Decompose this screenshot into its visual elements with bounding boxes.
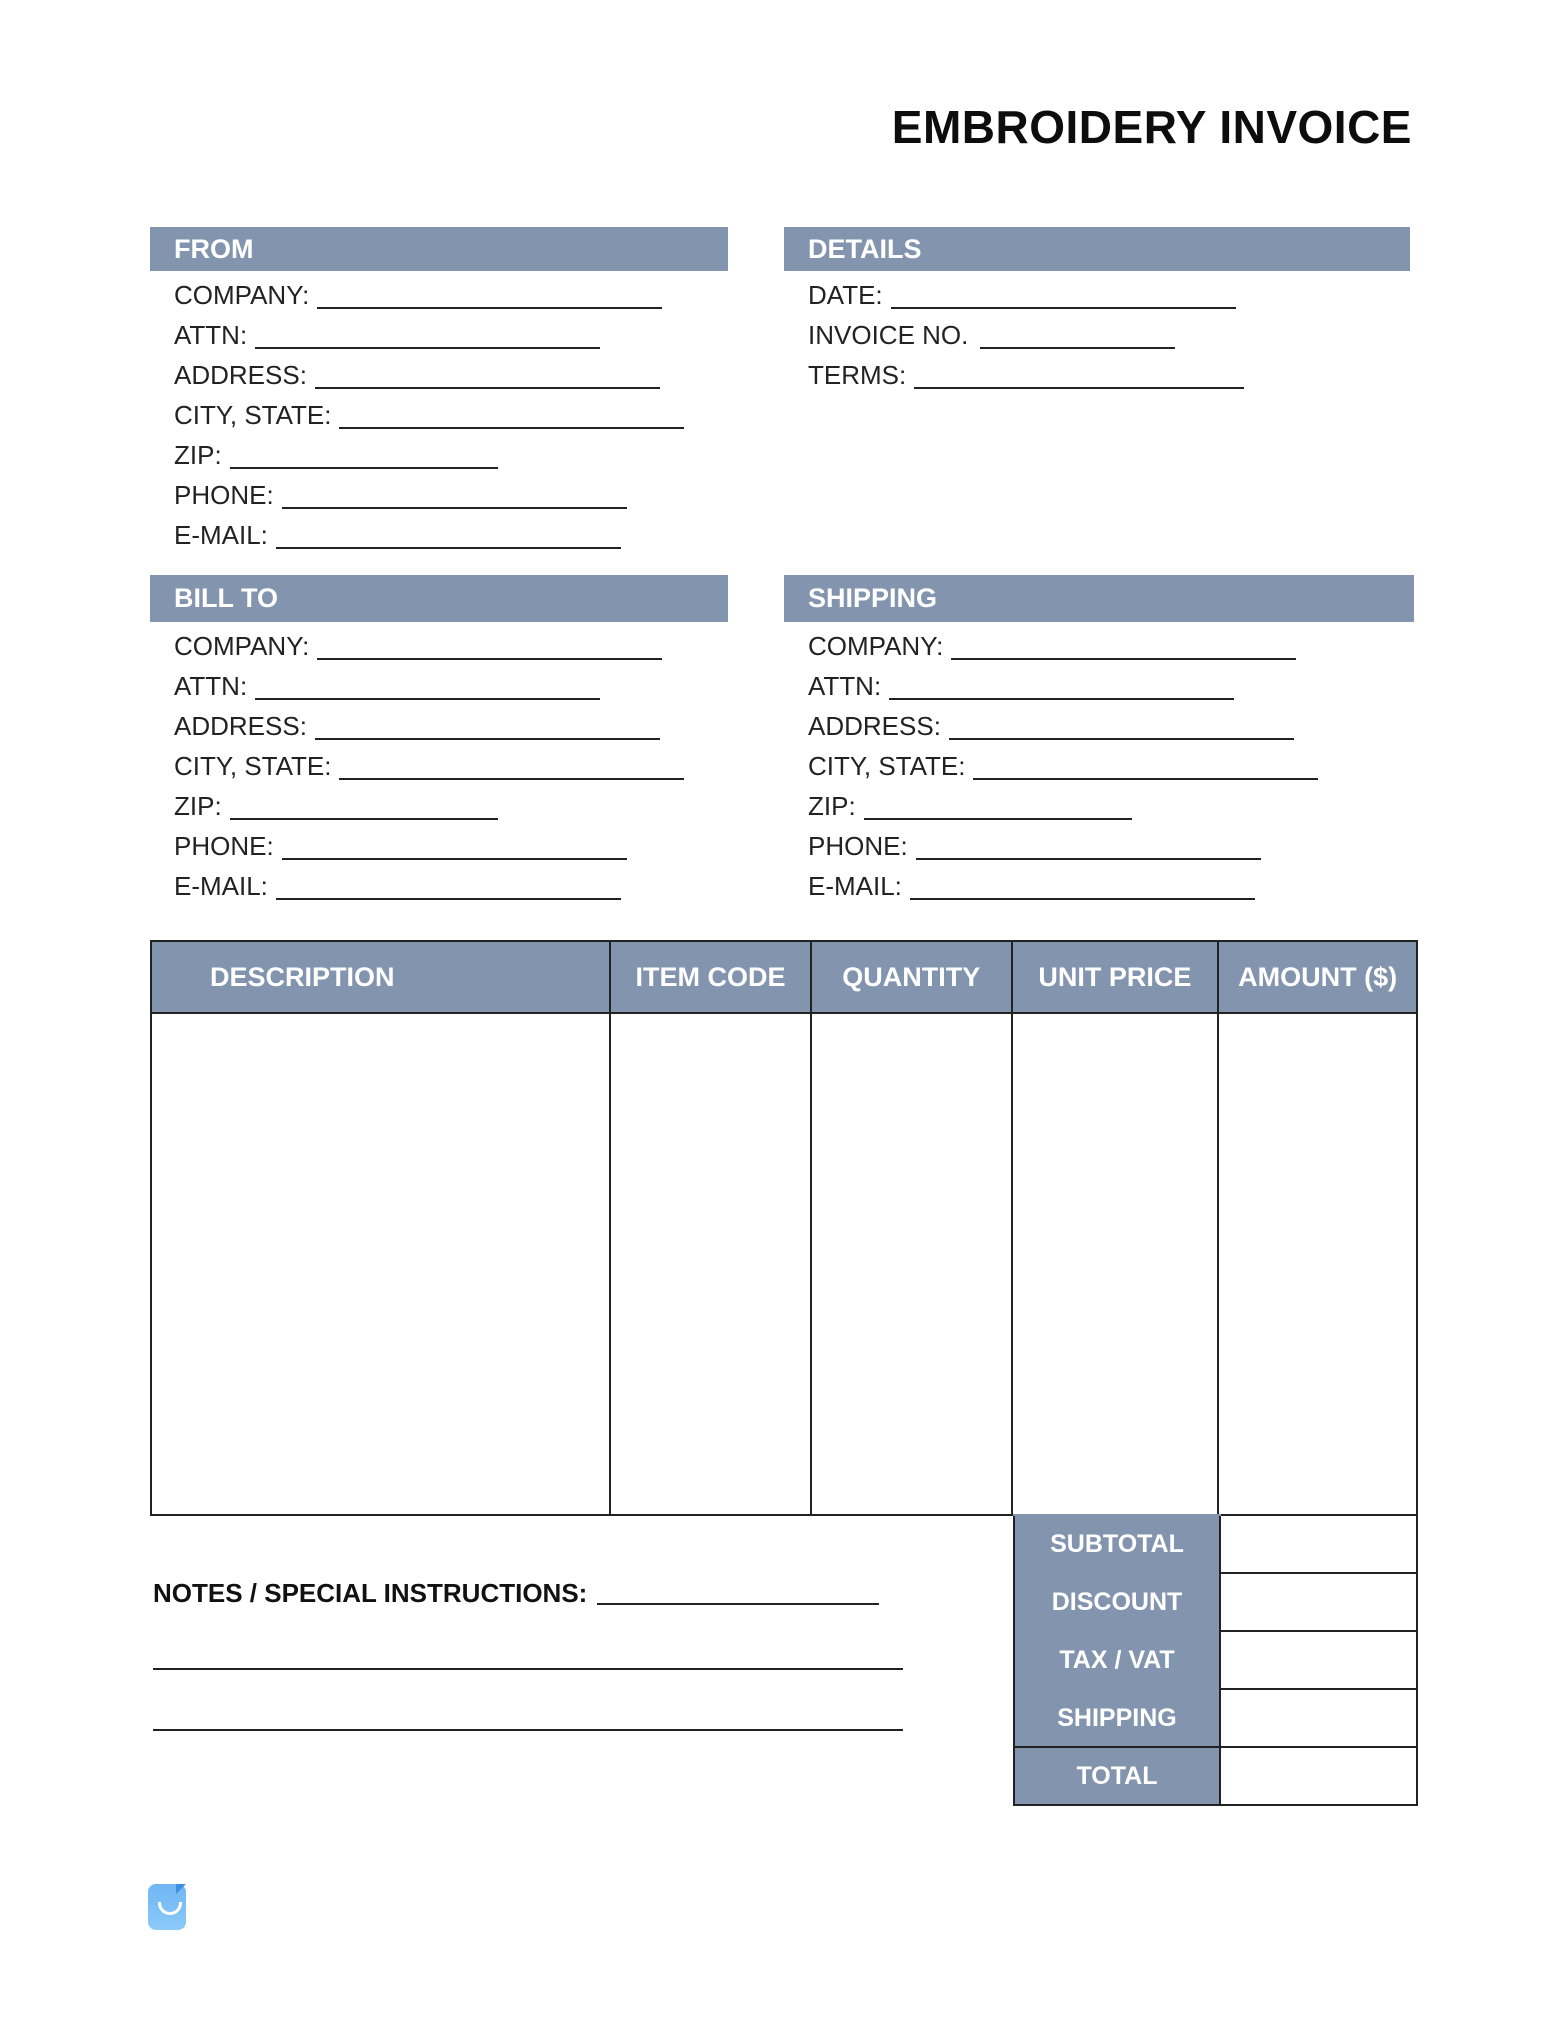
from-heading: FROM bbox=[150, 227, 728, 271]
shipping-zip-field[interactable] bbox=[808, 786, 1414, 826]
shipping-attn-field[interactable] bbox=[808, 666, 1414, 706]
totals-table bbox=[1013, 1514, 1418, 1806]
bill-to-attn-field[interactable] bbox=[174, 666, 728, 706]
subtotal-value[interactable] bbox=[1220, 1515, 1417, 1573]
column-header-quantity: QUANTITY bbox=[811, 941, 1012, 1013]
input-line[interactable] bbox=[973, 778, 1318, 780]
field-label: ATTN: bbox=[174, 320, 248, 350]
input-line[interactable] bbox=[949, 738, 1294, 740]
bill-to-section bbox=[150, 575, 728, 906]
input-line[interactable] bbox=[317, 658, 662, 660]
column-header-item-code: ITEM CODE bbox=[610, 941, 811, 1013]
shipping-heading: SHIPPING bbox=[784, 575, 1414, 622]
bill-to-heading: BILL TO bbox=[150, 575, 728, 622]
details-heading: DETAILS bbox=[784, 227, 1410, 271]
subtotal-row bbox=[1014, 1515, 1417, 1573]
field-label: ADDRESS: bbox=[174, 360, 307, 390]
unit-price-cell[interactable] bbox=[1012, 1013, 1219, 1515]
bill-to-zip-field[interactable] bbox=[174, 786, 728, 826]
field-label: ADDRESS: bbox=[808, 711, 941, 741]
input-line[interactable] bbox=[255, 347, 600, 349]
details-invoice-no-field[interactable] bbox=[808, 315, 1410, 355]
shipping-city-state-field[interactable] bbox=[808, 746, 1414, 786]
field-label: TERMS: bbox=[808, 360, 907, 390]
table-header-row bbox=[151, 941, 1417, 1013]
notes-input-line[interactable] bbox=[597, 1603, 879, 1605]
details-terms-field[interactable] bbox=[808, 355, 1410, 395]
input-line[interactable] bbox=[980, 347, 1175, 349]
shipping-section bbox=[784, 575, 1414, 906]
field-label: ATTN: bbox=[808, 671, 882, 701]
field-label: PHONE: bbox=[174, 831, 274, 861]
input-line[interactable] bbox=[230, 818, 498, 820]
description-cell[interactable] bbox=[151, 1013, 610, 1515]
field-label: ADDRESS: bbox=[174, 711, 307, 741]
bill-to-email-field[interactable] bbox=[174, 866, 728, 906]
field-label: E-MAIL: bbox=[174, 520, 268, 550]
field-label: E-MAIL: bbox=[174, 871, 268, 901]
input-line[interactable] bbox=[255, 698, 600, 700]
from-phone-field[interactable] bbox=[174, 475, 728, 515]
notes-input-line-2[interactable] bbox=[153, 1668, 903, 1670]
from-zip-field[interactable] bbox=[174, 435, 728, 475]
discount-label: DISCOUNT bbox=[1014, 1573, 1220, 1631]
input-line[interactable] bbox=[276, 547, 621, 549]
column-header-unit-price: UNIT PRICE bbox=[1012, 941, 1219, 1013]
shipping-company-field[interactable] bbox=[808, 626, 1414, 666]
input-line[interactable] bbox=[910, 898, 1255, 900]
input-line[interactable] bbox=[315, 738, 660, 740]
input-line[interactable] bbox=[864, 818, 1132, 820]
field-label: COMPANY: bbox=[808, 631, 944, 661]
tax-vat-label: TAX / VAT bbox=[1014, 1631, 1220, 1689]
field-label: CITY, STATE: bbox=[808, 751, 966, 781]
details-date-field[interactable] bbox=[808, 275, 1410, 315]
details-section bbox=[784, 227, 1410, 395]
table-row bbox=[151, 1013, 1417, 1515]
subtotal-label: SUBTOTAL bbox=[1014, 1515, 1220, 1573]
tax-vat-value[interactable] bbox=[1220, 1631, 1417, 1689]
field-label: COMPANY: bbox=[174, 280, 310, 310]
quantity-cell[interactable] bbox=[811, 1013, 1012, 1515]
from-city-state-field[interactable] bbox=[174, 395, 728, 435]
total-label: TOTAL bbox=[1014, 1747, 1220, 1805]
shipping-email-field[interactable] bbox=[808, 866, 1414, 906]
from-company-field[interactable] bbox=[174, 275, 728, 315]
field-label: PHONE: bbox=[174, 480, 274, 510]
document-smile-icon bbox=[148, 1884, 186, 1930]
input-line[interactable] bbox=[916, 858, 1261, 860]
shipping-address-field[interactable] bbox=[808, 706, 1414, 746]
input-line[interactable] bbox=[317, 307, 662, 309]
field-label: ZIP: bbox=[808, 791, 856, 821]
column-header-description: DESCRIPTION bbox=[151, 941, 610, 1013]
bill-to-phone-field[interactable] bbox=[174, 826, 728, 866]
field-label: COMPANY: bbox=[174, 631, 310, 661]
input-line[interactable] bbox=[276, 898, 621, 900]
tax-vat-row bbox=[1014, 1631, 1417, 1689]
input-line[interactable] bbox=[282, 507, 627, 509]
shipping-phone-field[interactable] bbox=[808, 826, 1414, 866]
from-address-field[interactable] bbox=[174, 355, 728, 395]
discount-value[interactable] bbox=[1220, 1573, 1417, 1631]
column-header-amount: AMOUNT ($) bbox=[1218, 941, 1417, 1013]
input-line[interactable] bbox=[282, 858, 627, 860]
notes-input-line-3[interactable] bbox=[153, 1729, 903, 1731]
shipping-total-value[interactable] bbox=[1220, 1689, 1417, 1747]
line-items-table bbox=[150, 940, 1418, 1516]
input-line[interactable] bbox=[951, 658, 1296, 660]
from-section bbox=[150, 227, 728, 555]
shipping-total-label: SHIPPING bbox=[1014, 1689, 1220, 1747]
field-label: ATTN: bbox=[174, 671, 248, 701]
input-line[interactable] bbox=[339, 778, 684, 780]
input-line[interactable] bbox=[891, 307, 1236, 309]
input-line[interactable] bbox=[914, 387, 1244, 389]
item-code-cell[interactable] bbox=[610, 1013, 811, 1515]
smile-icon bbox=[158, 1902, 182, 1915]
shipping-total-row bbox=[1014, 1689, 1417, 1747]
field-label: PHONE: bbox=[808, 831, 908, 861]
notes-field[interactable] bbox=[153, 1578, 879, 1609]
field-label: CITY, STATE: bbox=[174, 400, 332, 430]
input-line[interactable] bbox=[339, 427, 684, 429]
field-label: E-MAIL: bbox=[808, 871, 902, 901]
field-label: CITY, STATE: bbox=[174, 751, 332, 781]
input-line[interactable] bbox=[889, 698, 1234, 700]
field-label: ZIP: bbox=[174, 440, 222, 470]
input-line[interactable] bbox=[230, 467, 498, 469]
total-value[interactable] bbox=[1220, 1747, 1417, 1805]
from-attn-field[interactable] bbox=[174, 315, 728, 355]
discount-row bbox=[1014, 1573, 1417, 1631]
field-label: INVOICE NO. bbox=[808, 320, 969, 350]
bill-to-address-field[interactable] bbox=[174, 706, 728, 746]
bill-to-company-field[interactable] bbox=[174, 626, 728, 666]
bill-to-city-state-field[interactable] bbox=[174, 746, 728, 786]
page-fold-icon bbox=[176, 1884, 186, 1894]
field-label: DATE: bbox=[808, 280, 883, 310]
from-email-field[interactable] bbox=[174, 515, 728, 555]
invoice-title: EMBROIDERY INVOICE bbox=[891, 101, 1412, 153]
notes-label: NOTES / SPECIAL INSTRUCTIONS: bbox=[153, 1578, 588, 1608]
input-line[interactable] bbox=[315, 387, 660, 389]
field-label: ZIP: bbox=[174, 791, 222, 821]
amount-cell[interactable] bbox=[1218, 1013, 1417, 1515]
total-row bbox=[1014, 1747, 1417, 1805]
